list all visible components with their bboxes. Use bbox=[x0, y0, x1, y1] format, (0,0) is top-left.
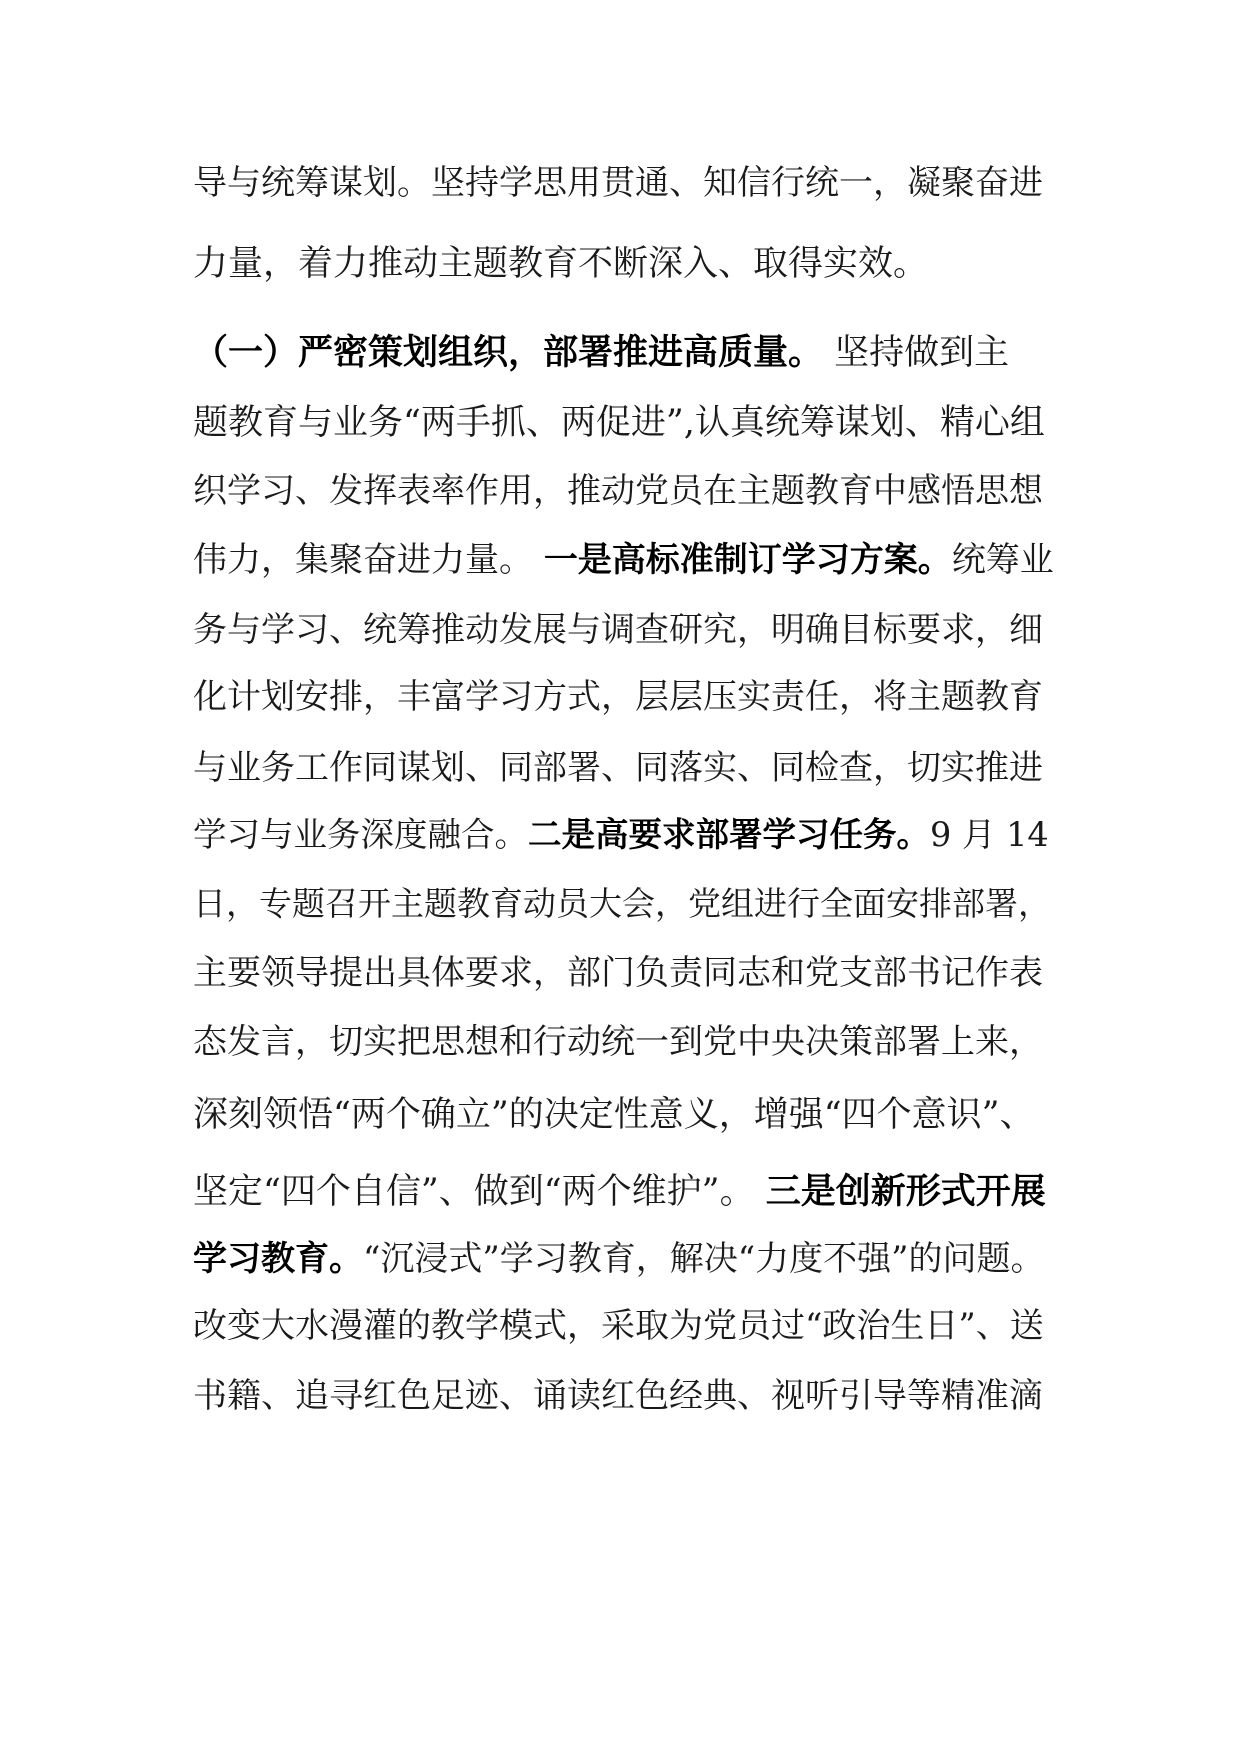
text-line bbox=[193, 393, 1055, 453]
text-line bbox=[193, 1296, 1055, 1356]
text-line bbox=[193, 805, 1055, 865]
text-line bbox=[193, 1229, 1055, 1289]
text-segment: 书籍、追寻红色足迹、诵读红色经典、视听引导等精准滴 bbox=[193, 1376, 1043, 1416]
text-line bbox=[193, 600, 1055, 660]
text-segment: 坚定“四个自信”、做到“两个维护”。 bbox=[193, 1172, 766, 1212]
text-line bbox=[193, 738, 1055, 798]
text-segment: 坚持做到主 bbox=[823, 333, 1010, 373]
text-segment: 伟力，集聚奋进力量。 bbox=[193, 540, 544, 580]
text-segment: 态发言，切实把思想和行动统一到党中央决策部署上来， bbox=[193, 1022, 1043, 1062]
text-segment: 题教育与业务“两手抓、两促进”,认真统筹谋划、精心组 bbox=[193, 403, 1045, 443]
text-segment: 导与统筹谋划。坚持学思用贯通、知信行统一，凝聚奋进 bbox=[193, 163, 1043, 203]
text-segment: 9 月 14 bbox=[930, 815, 1049, 854]
text-line bbox=[193, 530, 1055, 590]
text-segment: 与业务工作同谋划、同部署、同落实、同检查，切实推进 bbox=[193, 748, 1043, 788]
text-segment: 力量，着力推动主题教育不断深入、取得实效。 bbox=[193, 244, 929, 284]
text-line bbox=[193, 874, 1055, 934]
text-line bbox=[193, 1366, 1055, 1426]
bold-point: 二是高要求部署学习任务。 bbox=[528, 815, 930, 854]
bold-point: 三是创新形式开展 bbox=[765, 1172, 1046, 1212]
bold-point: 一是高标准制订学习方案。 bbox=[543, 540, 952, 580]
text-line bbox=[193, 1085, 1055, 1145]
section-heading-line bbox=[193, 323, 1055, 383]
text-line bbox=[193, 461, 1055, 521]
text-segment: 统筹业 bbox=[951, 540, 1054, 580]
text-segment: 主要领导提出具体要求，部门负责同志和党支部书记作表 bbox=[193, 953, 1043, 993]
text-line bbox=[193, 1012, 1055, 1072]
text-line bbox=[193, 1162, 1055, 1222]
text-line bbox=[193, 234, 1055, 294]
text-segment: 学习与业务深度融合。 bbox=[193, 815, 528, 854]
text-segment: 深刻领悟“两个确立”的决定性意义，增强“四个意识”、 bbox=[193, 1095, 1035, 1135]
bold-point: 学习教育。 bbox=[193, 1239, 363, 1279]
text-segment: 务与学习、统筹推动发展与调查研究，明确目标要求，细 bbox=[193, 610, 1043, 650]
text-line bbox=[193, 943, 1055, 1003]
section-heading: （一）严密策划组织，部署推进高质量。 bbox=[193, 333, 824, 373]
text-segment: “沉浸式”学习教育，解决“力度不强”的问题。 bbox=[363, 1239, 1045, 1279]
text-segment: 日，专题召开主题教育动员大会，党组进行全面安排部署， bbox=[193, 884, 1051, 923]
text-line bbox=[193, 667, 1055, 727]
text-line bbox=[193, 153, 1055, 213]
text-segment: 改变大水漫灌的教学模式，采取为党员过“政治生日”、送 bbox=[193, 1306, 1044, 1346]
text-segment: 织学习、发挥表率作用，推动党员在主题教育中感悟思想 bbox=[193, 471, 1043, 511]
text-segment: 化计划安排，丰富学习方式，层层压实责任，将主题教育 bbox=[193, 677, 1043, 717]
